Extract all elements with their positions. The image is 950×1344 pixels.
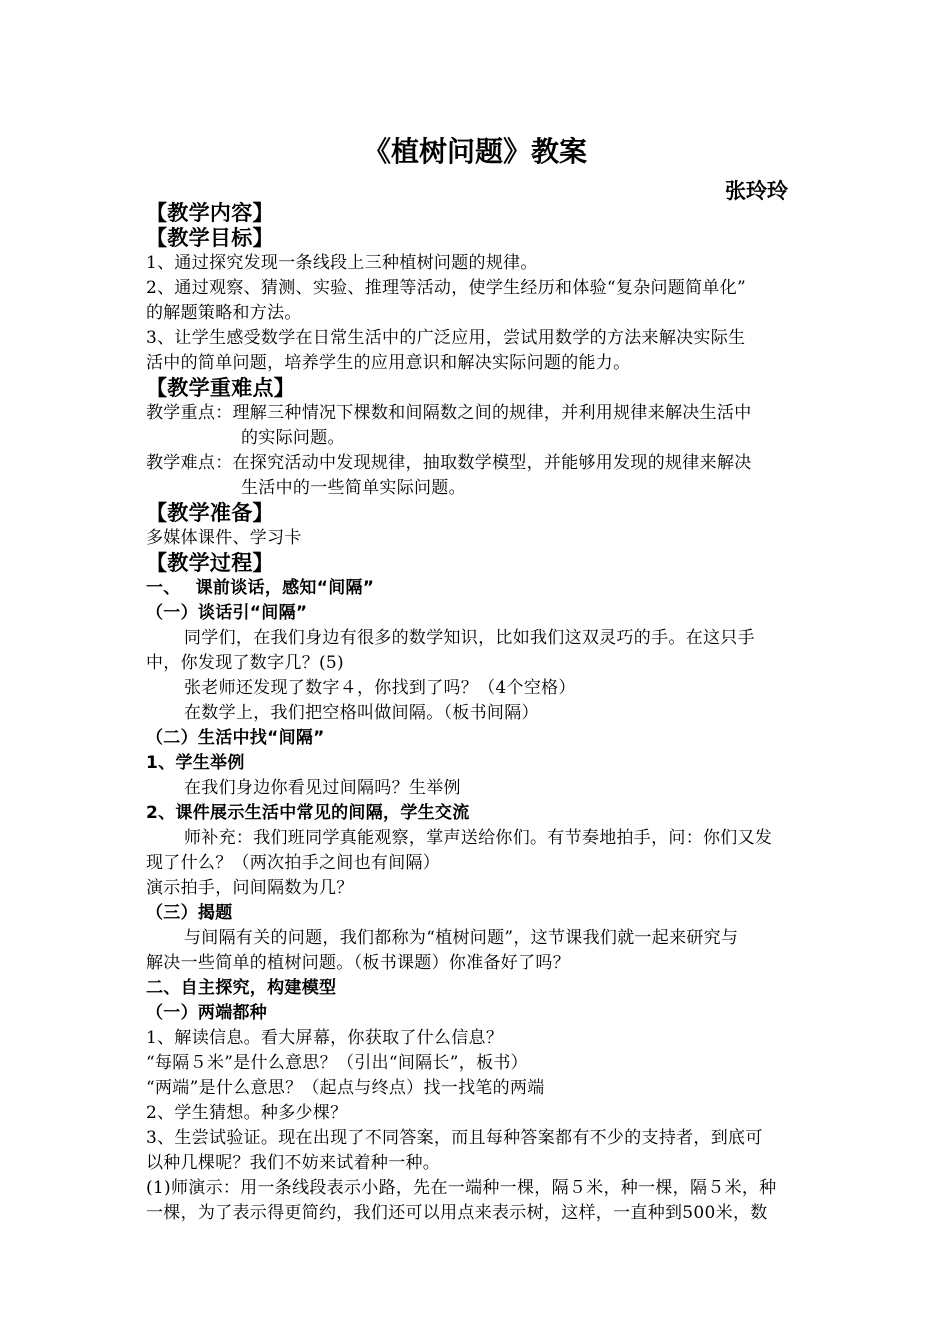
text-line: “每隔５米”是什么意思？（引出“间隔长”，板书） — [146, 1053, 528, 1073]
text-line: 解决一些简单的植树问题。（板书课题）你准备好了吗？ — [146, 953, 570, 973]
text-line: 教学重点：理解三种情况下棵数和间隔数之间的规律，并利用规律来解决生活中 — [146, 403, 752, 423]
text-line: 多媒体课件、学习卡 — [146, 528, 302, 548]
section-heading: 【教学过程】 — [146, 551, 274, 575]
text-line: 演示拍手，问间隔数为几？ — [146, 878, 354, 898]
subsection-heading: （三）揭题 — [146, 903, 233, 923]
hanging-text-line: 生活中的一些简单实际问题。 — [241, 478, 466, 498]
text-line: 一棵，为了表示得更简约，我们还可以用点来表示树，这样，一直种到500米，数 — [146, 1203, 768, 1223]
subsection-heading: 一、 课前谈话，感知“间隔” — [146, 578, 375, 598]
text-line: 以种几棵呢？我们不妨来试着种一种。 — [146, 1153, 441, 1173]
section-heading: 【教学重难点】 — [146, 376, 296, 400]
indented-text-line: 同学们，在我们身边有很多的数学知识，比如我们这双灵巧的手。在这只手 — [184, 628, 755, 648]
section-heading: 【教学准备】 — [146, 501, 274, 525]
indented-text-line: 与间隔有关的问题，我们都称为“植树问题”，这节课我们就一起来研究与 — [184, 928, 739, 948]
subsection-heading: （二）生活中找“间隔” — [146, 728, 325, 748]
author-name: 张玲玲 — [725, 179, 788, 203]
text-line: (1)师演示：用一条线段表示小路，先在一端种一棵，隔５米，种一棵，隔５米，种 — [146, 1178, 777, 1198]
text-line: 1、解读信息。看大屏幕，你获取了什么信息？ — [146, 1028, 504, 1048]
text-line: 教学难点：在探究活动中发现规律，抽取数学模型，并能够用发现的规律来解决 — [146, 453, 752, 473]
indented-text-line: 师补充：我们班同学真能观察，掌声送给你们。有节奏地拍手，问：你们又发 — [184, 828, 773, 848]
section-heading: 【教学目标】 — [146, 226, 274, 250]
text-line: 2、学生猜想。种多少棵？ — [146, 1103, 348, 1123]
document-title: 《植树问题》教案 — [362, 135, 587, 168]
text-line: 3、生尝试验证。现在出现了不同答案，而且每种答案都有不少的支持者，到底可 — [146, 1128, 763, 1148]
text-line: 2、通过观察、猜测、实验、推理等活动，使学生经历和体验“复杂问题简单化” — [146, 278, 746, 298]
text-line: 1、通过探究发现一条线段上三种植树问题的规律。 — [146, 253, 538, 273]
subsection-heading: 2、课件展示生活中常见的间隔，学生交流 — [146, 803, 470, 823]
subsection-heading: 1、学生举例 — [146, 753, 245, 773]
text-line: 现了什么？（两次拍手之间也有间隔） — [146, 853, 441, 873]
indented-text-line: 在我们身边你看见过间隔吗？生举例 — [184, 778, 461, 798]
text-line: “两端”是什么意思？（起点与终点）找一找笔的两端 — [146, 1078, 545, 1098]
text-line: 的解题策略和方法。 — [146, 303, 302, 323]
text-line: 中，你发现了数字几？(5) — [146, 653, 344, 673]
indented-text-line: 在数学上，我们把空格叫做间隔。（板书间隔） — [184, 703, 539, 723]
subsection-heading: （一）两端都种 — [146, 1003, 268, 1023]
subsection-heading: （一）谈话引“间隔” — [146, 603, 308, 623]
hanging-text-line: 的实际问题。 — [241, 428, 345, 448]
subsection-heading: 二、自主探究，构建模型 — [146, 978, 337, 998]
text-line: 活中的简单问题，培养学生的应用意识和解决实际问题的能力。 — [146, 353, 631, 373]
section-heading: 【教学内容】 — [146, 201, 274, 225]
document-body — [146, 201, 808, 1226]
indented-text-line: 张老师还发现了数字４，你找到了吗？（4个空格） — [184, 678, 576, 698]
text-line: 3、让学生感受数学在日常生活中的广泛应用，尝试用数学的方法来解决实际生 — [146, 328, 746, 348]
